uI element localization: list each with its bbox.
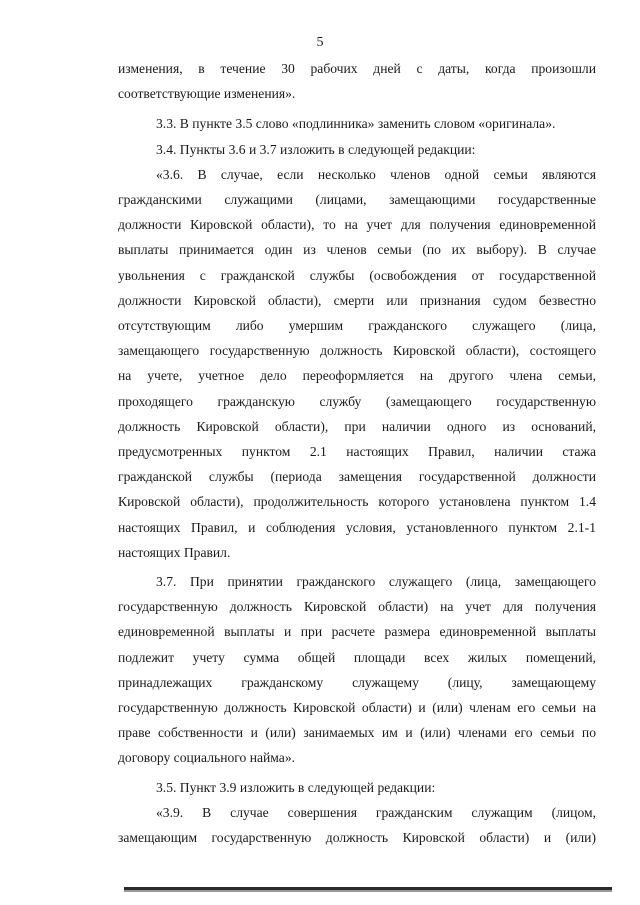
text-line: принадлежащих гражданскому служащему (лицу, замещающему [118, 674, 596, 690]
text-line: подлежит учету сумма общей площади всех жилых помещений, [118, 649, 596, 665]
paragraph-3-6 [118, 162, 596, 565]
paragraph-3-7 [118, 569, 596, 771]
text-line: государственную должность Кировской области) на учет для получения [118, 599, 596, 615]
text-line: должности Кировской области), то на учет для получения единовременной [118, 217, 596, 233]
text-line: выплаты принимается один из членов семьи (по их выбору). В случае [118, 242, 596, 258]
text-line: 3.5. Пункт 3.9 изложить в следующей редакции: [156, 779, 436, 795]
text-line: 3.4. Пункты 3.6 и 3.7 изложить в следующей редакции: [156, 141, 476, 157]
text-line: отсутствующим либо умершим гражданского служащего (лица, [118, 318, 596, 334]
text-line: 3.3. В пункте 3.5 слово «подлинника» заменить словом «оригинала». [156, 116, 556, 132]
text-line: настоящих Правил. [118, 544, 231, 560]
text-line: 3.7. При принятии гражданского служащего (лица, замещающего [156, 574, 596, 590]
paragraph-3-5 [118, 775, 596, 800]
text-line: Кировской области), продолжительность которого установлена пунктом 1.4 [118, 494, 596, 510]
text-line: «3.9. В случае совершения гражданским служащим (лицом, [156, 804, 596, 820]
text-line: предусмотренных пунктом 2.1 настоящих Правил, наличии стажа [118, 444, 596, 460]
text-line: гражданскими служащими (лицами, замещающими государственные [118, 192, 596, 208]
text-line: договору социального найма». [118, 750, 296, 766]
text-line: замещающим государственную должность Кировской области) и (или) [118, 830, 596, 846]
text-line: изменения, в течение 30 рабочих дней с даты, когда произошли [118, 61, 596, 76]
text-line: должности Кировской области), смерти или признания судом безвестно [118, 292, 596, 308]
document-body [118, 56, 596, 850]
text-line: замещающего государственную должность Кировской области), состоящего [118, 343, 596, 359]
paragraph-continuation [118, 56, 596, 106]
text-line: настоящих Правил, и соблюдения условия, установленного пунктом 2.1-1 [118, 519, 596, 535]
page-number: 5 [316, 35, 324, 50]
text-line: «3.6. В случае, если несколько членов одной семьи являются [156, 166, 596, 182]
paragraph-3-4 [118, 137, 596, 162]
text-line: гражданской службы (периода замещения государственной должности [118, 469, 596, 485]
text-line: увольнения с гражданской службы (освобождения от государственной [118, 267, 596, 283]
paragraph-3-9 [118, 800, 596, 850]
text-line: проходящего гражданскую службу (замещающего государственную [118, 393, 596, 409]
text-line: на учете, учетное дело переоформляется на другого члена семьи, [118, 368, 596, 384]
paragraph-3-3 [118, 111, 596, 136]
page-bottom-shadow [124, 890, 612, 892]
text-line: соответствующие изменения». [118, 86, 296, 102]
text-line: государственную должность Кировской области) и (или) членам его семьи на [118, 700, 596, 716]
text-line: должность Кировской области), при наличии одного из оснований, [118, 418, 596, 434]
text-line: праве собственности и (или) занимаемых им и (или) членами его семьи по [118, 725, 596, 741]
text-line: единовременной выплаты и при расчете размера единовременной выплаты [118, 624, 596, 640]
